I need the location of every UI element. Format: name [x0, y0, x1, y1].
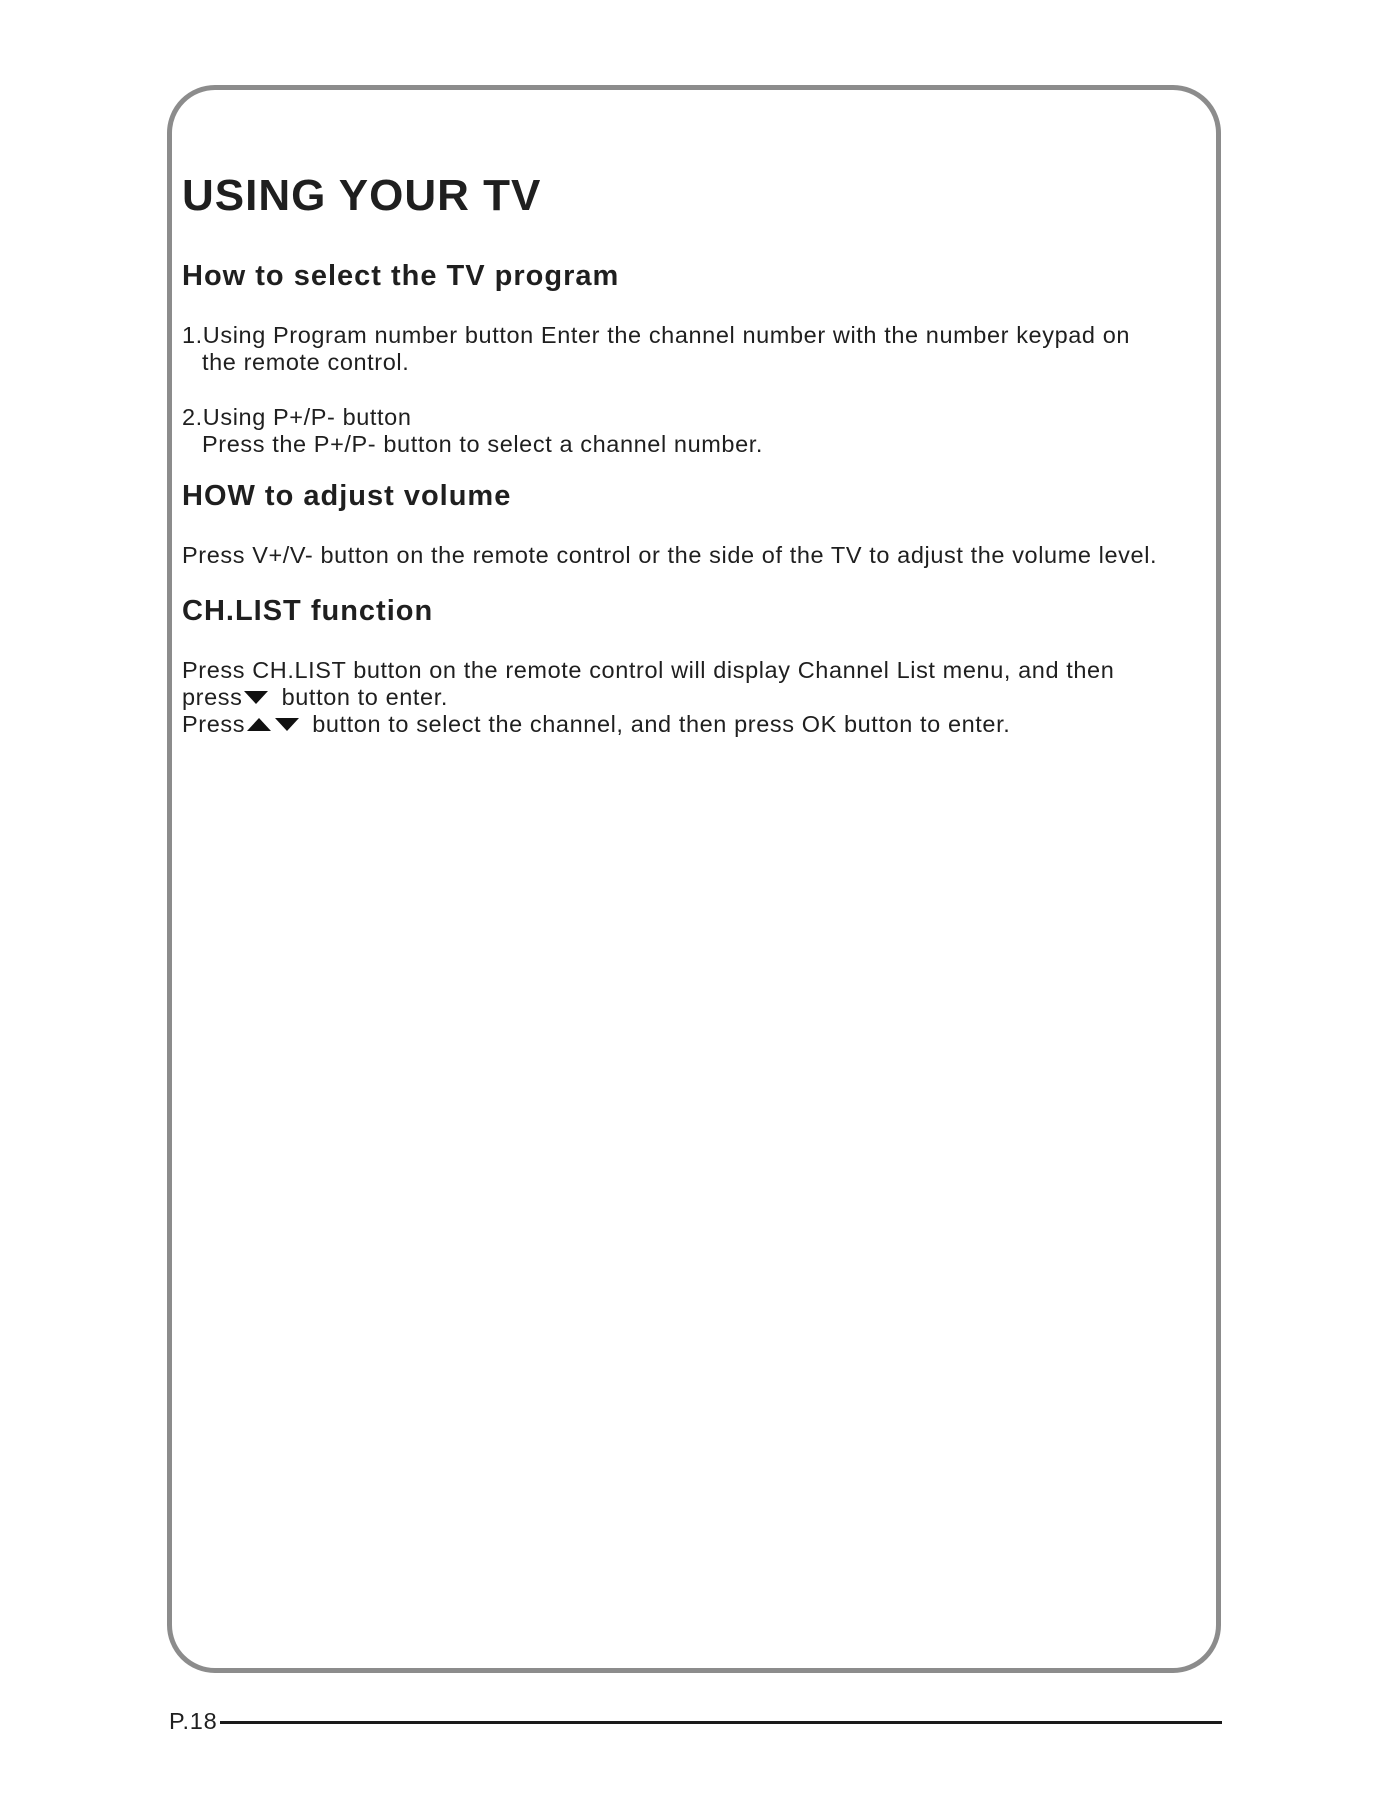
instruction-program-buttons: [182, 404, 1222, 458]
instruction-program-number: [182, 322, 1222, 376]
instruction-line: [182, 711, 1222, 738]
instruction-text: button to select the channel, and then press OK button to enter.: [305, 711, 1011, 737]
instruction-text: Press: [182, 711, 246, 737]
page-number: P.18: [169, 1708, 218, 1734]
down-arrow-icon: [275, 718, 299, 731]
section-heading-select-program: How to select the TV program: [182, 260, 620, 292]
up-arrow-icon: [247, 718, 271, 731]
instruction-volume: Press V+/V- button on the remote control or the side of the TV to adjust the volume level.: [182, 542, 1158, 568]
instruction-text: press: [182, 684, 243, 710]
page-title: USING YOUR TV: [182, 171, 542, 220]
instruction-text: button to enter.: [274, 684, 448, 710]
section-heading-ch-list: CH.LIST function: [182, 595, 434, 627]
footer-rule: [220, 1721, 1222, 1724]
instruction-line: the remote control.: [202, 349, 410, 375]
instruction-line: Press CH.LIST button on the remote control will display Channel List menu, and then: [182, 657, 1115, 683]
section-heading-adjust-volume: HOW to adjust volume: [182, 480, 512, 512]
page-content: [182, 168, 1222, 738]
instruction-line: [182, 684, 1222, 711]
instruction-line: 2.Using P+/P- button: [182, 404, 412, 430]
instruction-line: Press the P+/P- button to select a channel number.: [202, 431, 764, 457]
instruction-line: 1.Using Program number button Enter the channel number with the number keypad on: [182, 322, 1131, 348]
down-arrow-icon: [244, 691, 268, 704]
instruction-ch-list: [182, 657, 1222, 738]
